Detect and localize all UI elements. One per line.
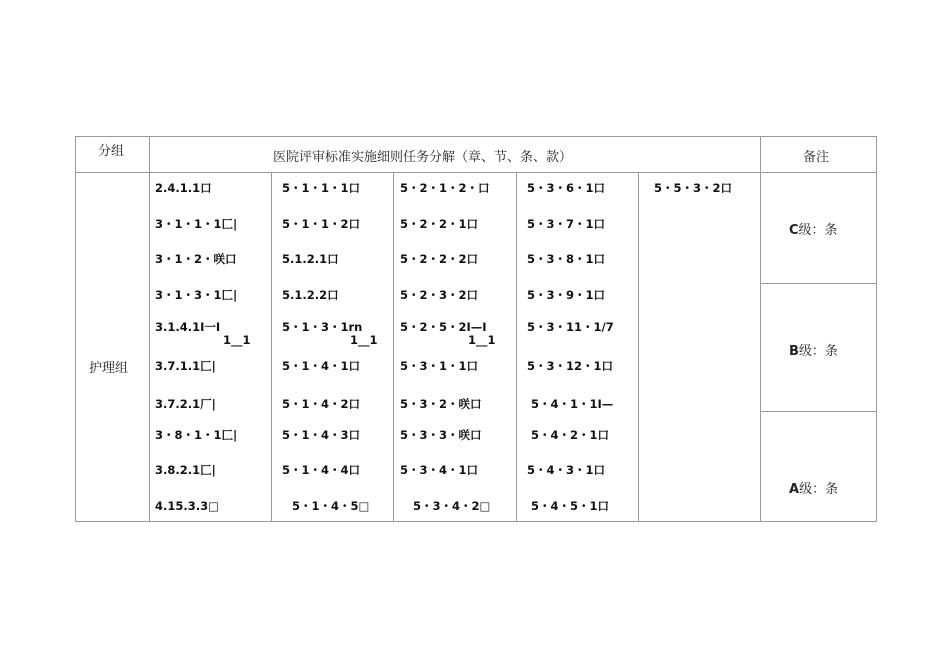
clause-item: 5・3・7・1口 <box>527 217 606 231</box>
clause-item: 5・4・1・1I— <box>531 397 614 411</box>
clause-item: 5・1・1・2口 <box>282 217 361 231</box>
clause-item: 5・1・4・2口 <box>282 397 361 411</box>
clause-item: 3.7.2.1厂| <box>155 397 216 411</box>
remarks-column-divider <box>760 136 761 522</box>
clause-item: 5・3・8・1口 <box>527 252 606 266</box>
clause-item: 5・4・2・1口 <box>531 428 610 442</box>
clause-item: 5・1・4・4口 <box>282 463 361 477</box>
clause-item: 5・2・1・2・口 <box>400 181 490 195</box>
clause-item: 5・3・6・1口 <box>527 181 606 195</box>
remark-grade-a: A级：条 <box>789 482 839 497</box>
column-divider-3 <box>516 172 517 522</box>
clause-item: 5・3・3・咲口 <box>400 428 482 442</box>
clause-item: 5・1・4・3口 <box>282 428 361 442</box>
table-border-top <box>75 136 877 137</box>
clause-item: 5・4・3・1口 <box>527 463 606 477</box>
clause-item: 3・1・2・咲口 <box>155 252 237 266</box>
column-divider-2 <box>393 172 394 522</box>
clause-item: 5・1・4・5□ <box>292 499 370 513</box>
clause-item: 5・1・1・1口 <box>282 181 361 195</box>
table-border-left <box>75 136 76 522</box>
clause-item: 5・4・5・1口 <box>531 499 610 513</box>
clause-item: 5・1・4・1口 <box>282 359 361 373</box>
clause-item: 5・2・3・2口 <box>400 288 479 302</box>
header-divider <box>75 172 877 173</box>
column-divider-4 <box>638 172 639 522</box>
table-border-bottom <box>75 521 877 522</box>
remarks-divider-2 <box>760 411 877 412</box>
clause-item: 4.15.3.3□ <box>155 499 219 513</box>
clause-item: 2.4.1.1口 <box>155 181 212 195</box>
clause-item: 5・3・4・2□ <box>413 499 491 513</box>
clause-item: 5・2・2・2口 <box>400 252 479 266</box>
clause-item: 5・1・3・1rn 1__1 <box>282 320 378 347</box>
remark-grade-c: C级：条 <box>789 223 838 238</box>
group-column-divider <box>149 136 150 522</box>
remarks-divider-1 <box>760 283 877 284</box>
clause-item: 5・3・2・咲口 <box>400 397 482 411</box>
clause-item: 3.7.1.1匚| <box>155 359 216 373</box>
clause-item: 5・2・5・2I—I 1__1 <box>400 320 496 347</box>
header-breakdown: 医院评审标准实施细则任务分解（章、节、条、款） <box>273 150 573 165</box>
clause-item: 5.1.2.1口 <box>282 252 339 266</box>
clause-item: 3・1・3・1匚| <box>155 288 238 302</box>
group-name: 护理组 <box>89 361 129 376</box>
clause-item: 5・3・1・1口 <box>400 359 479 373</box>
clause-item: 5・3・12・1口 <box>527 359 614 373</box>
clause-item: 5・2・2・1口 <box>400 217 479 231</box>
remark-grade-b: B级：条 <box>789 344 838 359</box>
clause-item: 3・1・1・1匚| <box>155 217 238 231</box>
clause-item: 3・8・1・1匚| <box>155 428 238 442</box>
header-remarks: 备注 <box>803 150 830 165</box>
clause-item: 5・5・3・2口 <box>654 181 733 195</box>
header-group: 分组 <box>98 144 125 159</box>
clause-item: 5・3・9・1口 <box>527 288 606 302</box>
clause-item: 5.1.2.2口 <box>282 288 339 302</box>
clause-item: 3.8.2.1匚| <box>155 463 216 477</box>
clause-item: 5・3・4・1口 <box>400 463 479 477</box>
table-border-right <box>876 136 877 522</box>
clause-item: 5・3・11・1/7 <box>527 320 614 334</box>
clause-item: 3.1.4.1I一I 1__1 <box>155 320 251 347</box>
column-divider-1 <box>271 172 272 522</box>
